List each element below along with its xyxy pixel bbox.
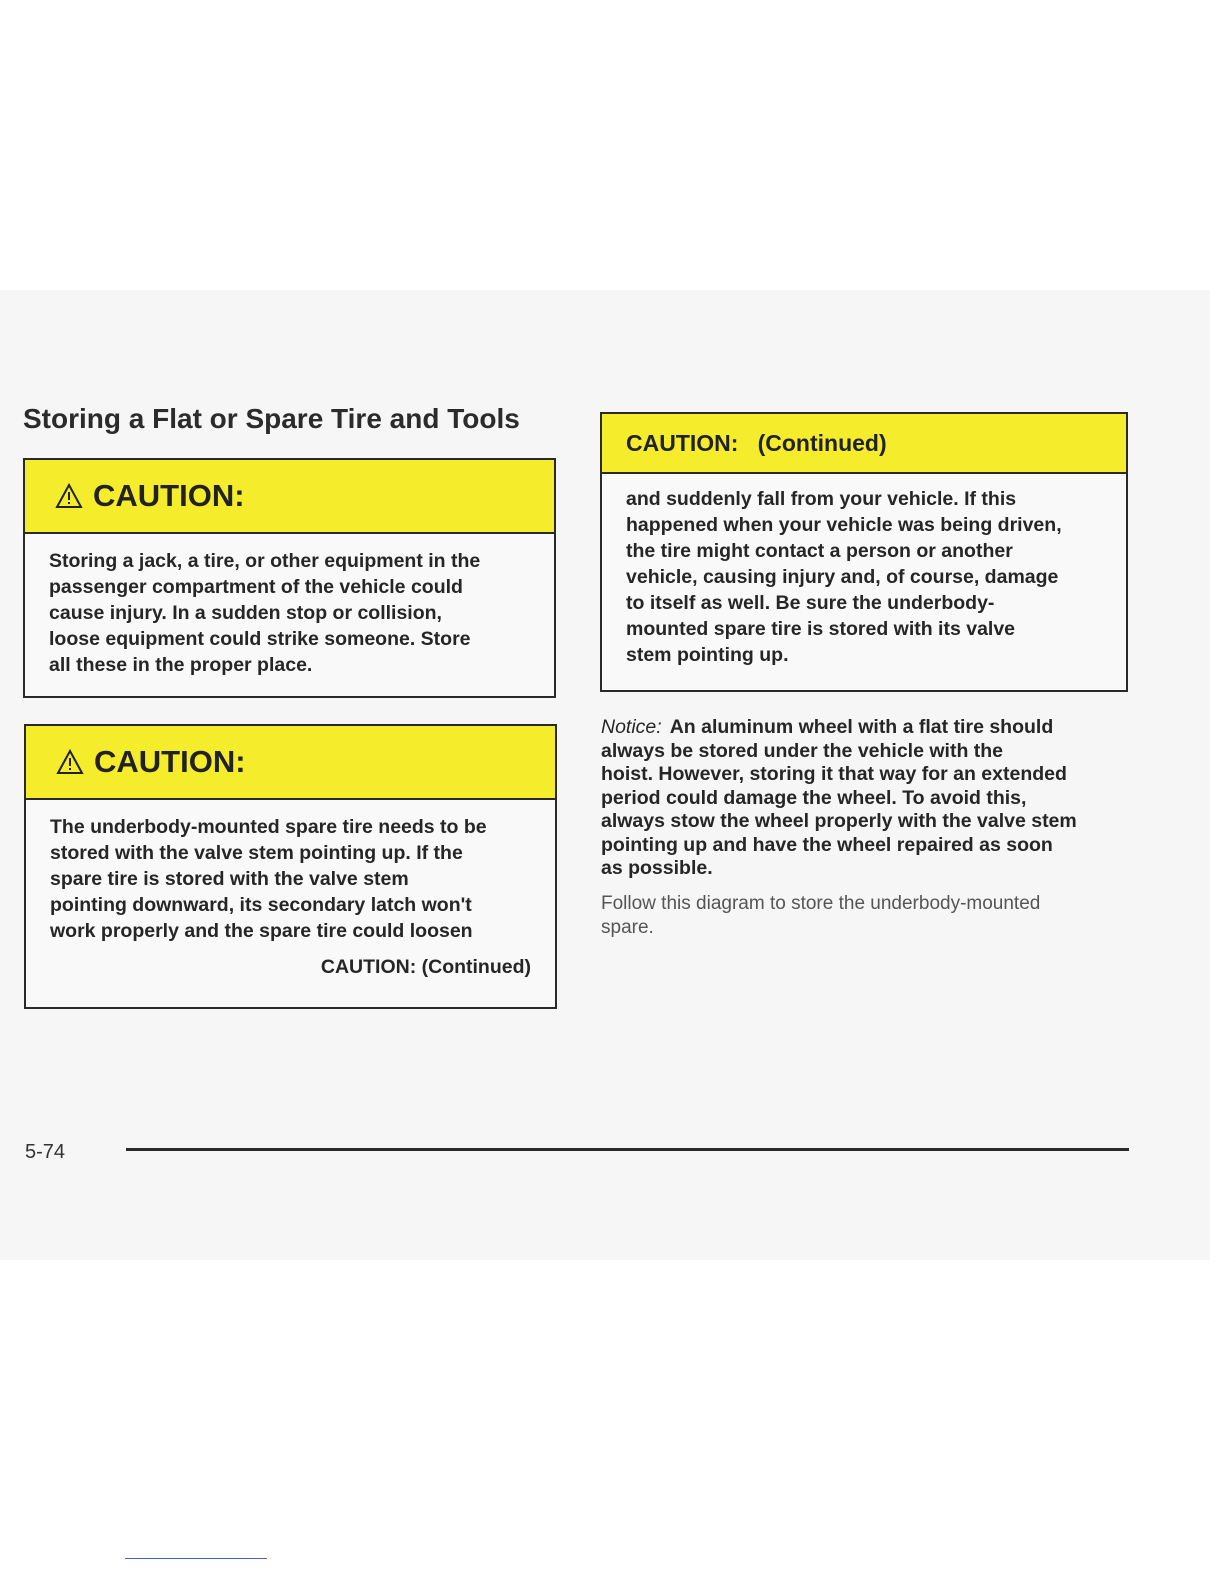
section-heading: Storing a Flat or Spare Tire and Tools — [23, 403, 520, 434]
caution-box-valve-stem — [24, 724, 557, 1009]
instruction-text-line: spare. — [601, 917, 654, 938]
diagram-instruction — [601, 892, 1121, 940]
caution-body — [602, 474, 1126, 668]
caution-title: CAUTION: — [93, 478, 245, 513]
notice-text-line: hoist. However, storing it that way for an extended — [601, 763, 1067, 785]
caution-text-line: to itself as well. Be sure the underbody- — [626, 592, 995, 614]
notice-text-line: An aluminum wheel with a flat tire should — [669, 716, 1054, 738]
link-underline — [125, 1558, 267, 1559]
caution-header — [26, 726, 555, 800]
caution-title: CAUTION: — [94, 744, 246, 779]
notice-text-line: always stow the wheel properly with the valve stem — [601, 810, 1077, 832]
caution-text-line: stored with the valve stem pointing up. If the — [50, 842, 463, 864]
footer-rule — [126, 1148, 1129, 1151]
instruction-text-line: Follow this diagram to store the underbody-mounted — [601, 893, 1041, 914]
caution-text-line: the tire might contact a person or another — [626, 540, 1013, 562]
caution-text-line: passenger compartment of the vehicle could — [49, 576, 463, 598]
caution-text-line: happened when your vehicle was being driven, — [626, 514, 1062, 536]
caution-text-line: stem pointing up. — [626, 644, 789, 666]
notice-text-line: as possible. — [601, 857, 713, 879]
caution-text-line: spare tire is stored with the valve stem — [50, 868, 409, 890]
caution-text-line: vehicle, causing injury and, of course, damage — [626, 566, 1059, 588]
caution-box-continued — [600, 412, 1128, 692]
warning-triangle-icon — [56, 749, 84, 775]
caution-box-storing-equipment — [23, 458, 556, 698]
notice-first-line — [601, 716, 1131, 740]
caution-body — [25, 534, 554, 678]
notice-label: Notice: — [601, 716, 662, 738]
caution-text-line: work properly and the spare tire could loosen — [50, 920, 473, 942]
caution-body — [26, 800, 555, 944]
warning-triangle-icon — [55, 483, 83, 509]
caution-continued-label: CAUTION: (Continued) — [320, 956, 531, 978]
caution-header — [602, 414, 1126, 474]
caution-text-line: all these in the proper place. — [49, 654, 313, 676]
caution-header — [25, 460, 554, 534]
caution-text-line: and suddenly fall from your vehicle. If this — [626, 488, 1017, 510]
page-number: 5-74 — [25, 1141, 66, 1163]
caution-text-line: The underbody-mounted spare tire needs to be — [50, 816, 487, 838]
caution-text-line: loose equipment could strike someone. Store — [49, 628, 471, 650]
notice-text-line: always be stored under the vehicle with the — [601, 739, 1004, 762]
caution-text-line: Storing a jack, a tire, or other equipment in the — [49, 550, 481, 572]
caution-title: CAUTION: (Continued) — [626, 429, 887, 456]
caution-text-line: mounted spare tire is stored with its valve — [626, 618, 1016, 640]
notice-paragraph — [601, 716, 1131, 881]
notice-text-line: pointing up and have the wheel repaired as soon — [601, 833, 1053, 856]
caution-text-line: cause injury. In a sudden stop or collision, — [49, 602, 442, 624]
caution-text-line: pointing downward, its secondary latch won't — [50, 894, 472, 916]
notice-text-line: period could damage the wheel. To avoid this, — [601, 786, 1027, 809]
